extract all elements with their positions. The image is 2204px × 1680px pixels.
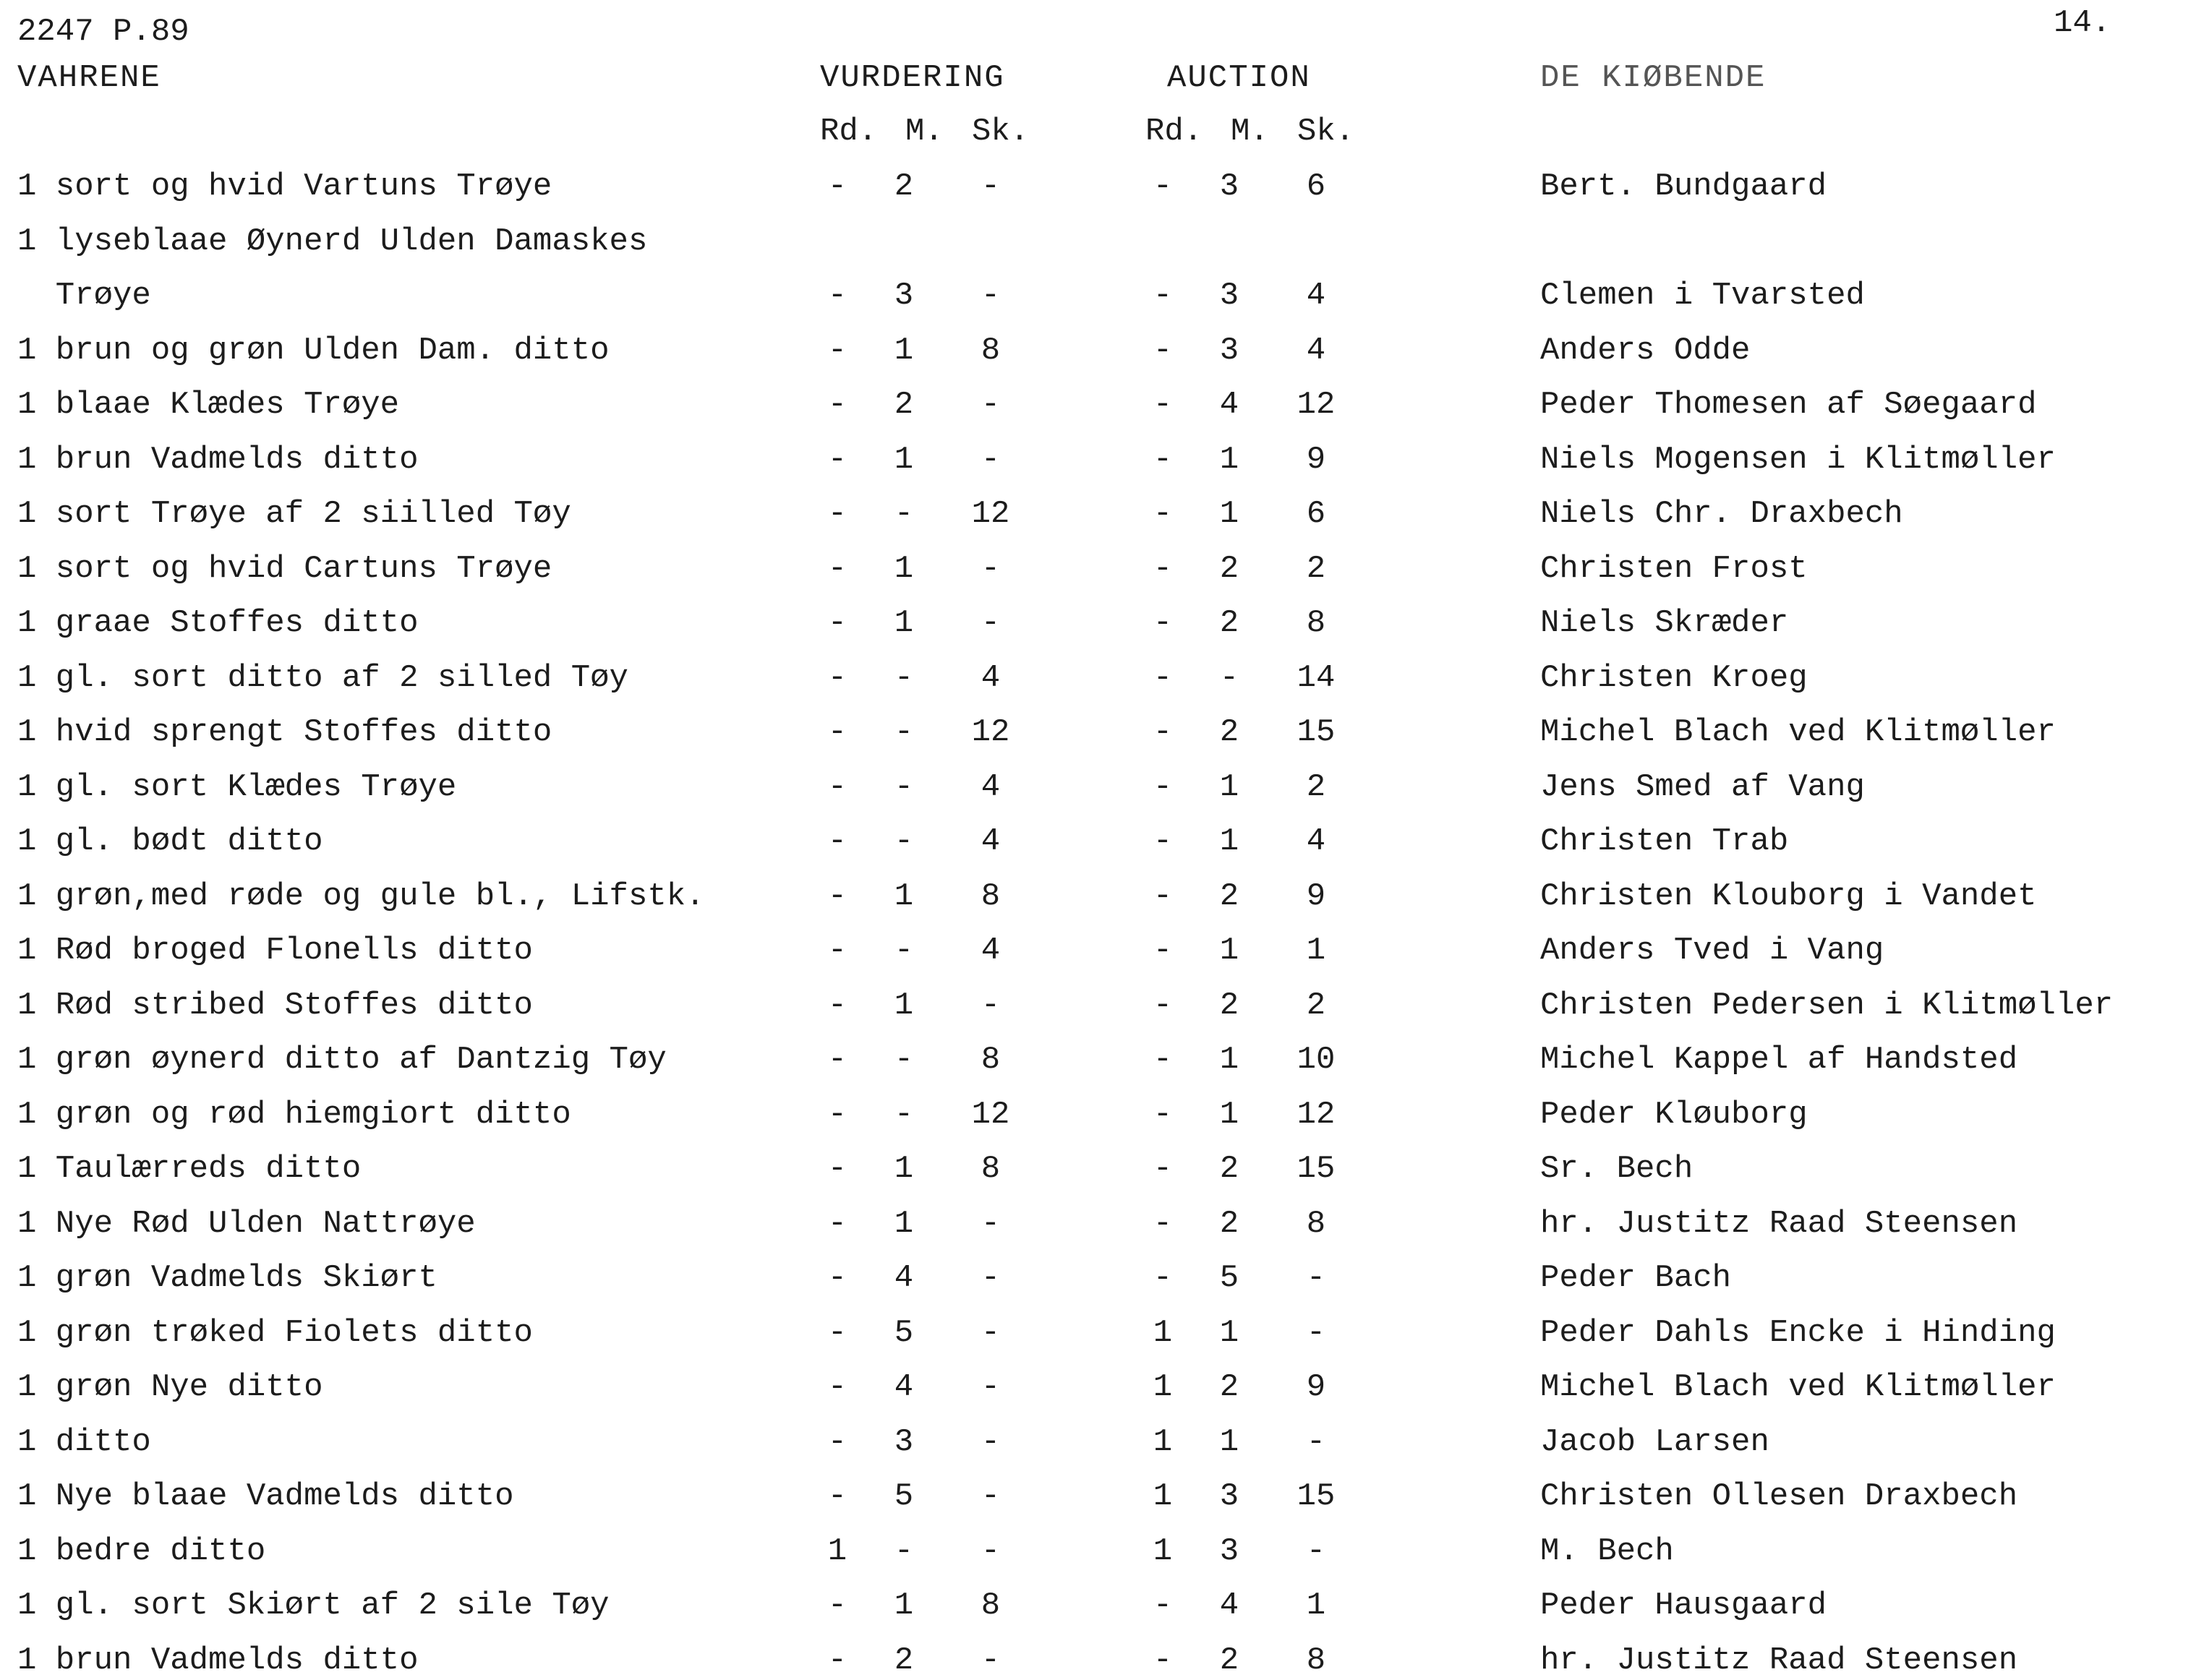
row-item: 1 blaae Klædes Trøye <box>17 387 400 423</box>
row-auction-m: 1 <box>1219 823 1239 860</box>
row-auction-m: 1 <box>1219 1042 1239 1078</box>
row-valuation-sk: - <box>981 1642 1001 1679</box>
row-item: 1 brun og grøn Ulden Dam. ditto <box>17 332 610 369</box>
row-auction-sk: 2 <box>1306 768 1326 805</box>
row-auction-sk: 12 <box>1297 1096 1336 1133</box>
row-auction-m: 2 <box>1219 1205 1239 1242</box>
row-auction-m: 3 <box>1219 332 1239 369</box>
row-auction-sk: 2 <box>1306 550 1326 587</box>
row-buyer: Jens Smed af Vang <box>1540 768 1865 805</box>
row-valuation-sk: 4 <box>981 933 1001 969</box>
auction-unit-rd: Rd. <box>1145 113 1203 150</box>
row-valuation-sk: 8 <box>981 1587 1001 1624</box>
row-item: 1 grøn,med røde og gule bl., Lifstk. <box>17 878 705 914</box>
row-auction-sk: 4 <box>1306 823 1326 860</box>
row-item: 1 grøn øynerd ditto af Dantzig Tøy <box>17 1042 667 1078</box>
row-item: 1 Nye blaae Vadmelds ditto <box>17 1478 514 1514</box>
row-valuation-sk: - <box>981 987 1001 1024</box>
row-valuation-sk: 12 <box>971 714 1010 750</box>
row-valuation-m: - <box>894 933 914 969</box>
row-valuation-sk: - <box>981 1205 1001 1242</box>
row-valuation-sk: - <box>981 1423 1001 1460</box>
row-buyer: Peder Kløuborg <box>1540 1096 1808 1133</box>
row-valuation-m: - <box>894 1042 914 1078</box>
header-auction: AUCTION <box>1167 60 1311 96</box>
row-buyer: Niels Skræder <box>1540 605 1789 641</box>
row-auction-m: 1 <box>1219 1096 1239 1133</box>
row-valuation-rd: - <box>827 1587 847 1624</box>
row-auction-rd: - <box>1153 659 1173 696</box>
auction-unit-m: M. <box>1231 113 1269 150</box>
row-buyer: Peder Hausgaard <box>1540 1587 1827 1624</box>
row-buyer: Christen Ollesen Draxbech <box>1540 1478 2018 1514</box>
row-buyer: Christen Klouborg i Vandet <box>1540 878 2037 914</box>
row-valuation-rd: - <box>827 878 847 914</box>
row-valuation-rd: - <box>827 1478 847 1514</box>
row-auction-rd: - <box>1153 278 1173 314</box>
row-auction-sk: 10 <box>1297 1042 1336 1078</box>
row-auction-m: 1 <box>1219 496 1239 532</box>
row-valuation-rd: - <box>827 933 847 969</box>
row-valuation-sk: 8 <box>981 1151 1001 1187</box>
row-auction-m: 2 <box>1219 550 1239 587</box>
row-auction-rd: 1 <box>1153 1369 1173 1405</box>
row-auction-rd: - <box>1153 768 1173 805</box>
row-auction-sk: 4 <box>1306 332 1326 369</box>
row-auction-m: 2 <box>1219 714 1239 750</box>
row-valuation-rd: - <box>827 1096 847 1133</box>
row-valuation-m: 1 <box>894 878 914 914</box>
row-auction-m: 1 <box>1219 1314 1239 1351</box>
row-valuation-rd: - <box>827 987 847 1024</box>
row-valuation-m: - <box>894 1533 914 1569</box>
row-valuation-rd: 1 <box>827 1533 847 1569</box>
row-auction-rd: - <box>1153 823 1173 860</box>
row-valuation-m: - <box>894 1096 914 1133</box>
header-goods: VAHRENE <box>17 60 161 96</box>
row-auction-rd: - <box>1153 1042 1173 1078</box>
row-item: 1 brun Vadmelds ditto <box>17 1642 419 1679</box>
row-auction-m: 3 <box>1219 168 1239 205</box>
row-item: 1 grøn Nye ditto <box>17 1369 323 1405</box>
row-auction-m: 2 <box>1219 1151 1239 1187</box>
row-auction-rd: - <box>1153 987 1173 1024</box>
row-auction-rd: - <box>1153 441 1173 478</box>
row-auction-sk: 1 <box>1306 933 1326 969</box>
row-valuation-sk: - <box>981 1314 1001 1351</box>
row-valuation-sk: - <box>981 605 1001 641</box>
row-valuation-rd: - <box>827 1260 847 1296</box>
row-valuation-sk: 8 <box>981 332 1001 369</box>
row-valuation-sk: 12 <box>971 496 1010 532</box>
row-buyer: Christen Pedersen i Klitmøller <box>1540 987 2114 1024</box>
row-auction-m: 3 <box>1219 1478 1239 1514</box>
row-item: 1 Nye Rød Ulden Nattrøye <box>17 1205 476 1242</box>
row-buyer: Bert. Bundgaard <box>1540 168 1827 205</box>
row-valuation-m: 1 <box>894 332 914 369</box>
row-auction-m: 2 <box>1219 987 1239 1024</box>
row-item: 1 hvid sprengt Stoffes ditto <box>17 714 552 750</box>
row-auction-rd: - <box>1153 496 1173 532</box>
valuation-unit-m: M. <box>905 113 944 150</box>
row-item: 1 gl. sort ditto af 2 silled Tøy <box>17 659 628 696</box>
row-buyer: Anders Tved i Vang <box>1540 933 1884 969</box>
row-auction-sk: 14 <box>1297 659 1336 696</box>
row-buyer: Niels Mogensen i Klitmøller <box>1540 441 2056 478</box>
row-item: 1 lyseblaae Øynerd Ulden Damaskes <box>17 223 648 260</box>
row-auction-sk: - <box>1306 1423 1326 1460</box>
row-valuation-m: 1 <box>894 605 914 641</box>
row-auction-rd: - <box>1153 878 1173 914</box>
row-valuation-sk: - <box>981 1478 1001 1514</box>
row-auction-m: 5 <box>1219 1260 1239 1296</box>
row-buyer: Clemen i Tvarsted <box>1540 278 1865 314</box>
row-item: 1 Taulærreds ditto <box>17 1151 362 1187</box>
row-auction-m: 2 <box>1219 1369 1239 1405</box>
row-valuation-m: 3 <box>894 1423 914 1460</box>
row-auction-sk: - <box>1306 1260 1326 1296</box>
row-item: 1 gl. sort Skiørt af 2 sile Tøy <box>17 1587 610 1624</box>
row-valuation-m: 1 <box>894 1205 914 1242</box>
row-valuation-rd: - <box>827 605 847 641</box>
row-buyer: Jacob Larsen <box>1540 1423 1769 1460</box>
row-auction-sk: 8 <box>1306 605 1326 641</box>
row-valuation-m: 1 <box>894 1151 914 1187</box>
row-valuation-rd: - <box>827 278 847 314</box>
row-valuation-m: - <box>894 659 914 696</box>
row-item: 1 grøn og rød hiemgiort ditto <box>17 1096 571 1133</box>
row-auction-sk: 6 <box>1306 496 1326 532</box>
row-buyer: hr. Justitz Raad Steensen <box>1540 1642 2018 1679</box>
row-auction-rd: 1 <box>1153 1314 1173 1351</box>
row-valuation-sk: 4 <box>981 768 1001 805</box>
row-auction-rd: - <box>1153 933 1173 969</box>
auction-unit-sk: Sk. <box>1297 113 1355 150</box>
row-valuation-rd: - <box>827 714 847 750</box>
row-valuation-sk: - <box>981 387 1001 423</box>
row-auction-rd: - <box>1153 1587 1173 1624</box>
row-valuation-rd: - <box>827 1369 847 1405</box>
row-item: 1 sort Trøye af 2 siilled Tøy <box>17 496 571 532</box>
row-auction-rd: - <box>1153 1096 1173 1133</box>
row-valuation-sk: 4 <box>981 823 1001 860</box>
row-valuation-sk: - <box>981 550 1001 587</box>
row-auction-rd: 1 <box>1153 1423 1173 1460</box>
row-item: 1 brun Vadmelds ditto <box>17 441 419 478</box>
row-valuation-rd: - <box>827 1205 847 1242</box>
row-buyer: Anders Odde <box>1540 332 1751 369</box>
row-valuation-m: - <box>894 496 914 532</box>
row-valuation-sk: - <box>981 441 1001 478</box>
row-valuation-m: - <box>894 768 914 805</box>
row-auction-rd: - <box>1153 1260 1173 1296</box>
row-auction-m: 1 <box>1219 441 1239 478</box>
row-valuation-rd: - <box>827 441 847 478</box>
row-item: 1 grøn trøked Fiolets ditto <box>17 1314 533 1351</box>
row-auction-rd: - <box>1153 1205 1173 1242</box>
row-auction-rd: - <box>1153 168 1173 205</box>
row-valuation-sk: 8 <box>981 1042 1001 1078</box>
row-auction-sk: 12 <box>1297 387 1336 423</box>
row-auction-sk: 4 <box>1306 278 1326 314</box>
row-auction-m: 3 <box>1219 1533 1239 1569</box>
row-valuation-rd: - <box>827 1314 847 1351</box>
row-valuation-sk: - <box>981 168 1001 205</box>
row-buyer: hr. Justitz Raad Steensen <box>1540 1205 2018 1242</box>
row-valuation-rd: - <box>827 496 847 532</box>
row-item: Trøye <box>17 278 151 314</box>
valuation-unit-rd: Rd. <box>820 113 878 150</box>
row-auction-sk: 15 <box>1297 714 1336 750</box>
row-auction-rd: - <box>1153 332 1173 369</box>
row-valuation-rd: - <box>827 768 847 805</box>
row-valuation-m: 2 <box>894 387 914 423</box>
row-auction-rd: - <box>1153 605 1173 641</box>
row-auction-sk: 9 <box>1306 878 1326 914</box>
row-auction-m: 4 <box>1219 387 1239 423</box>
row-auction-m: 1 <box>1219 768 1239 805</box>
row-auction-sk: 15 <box>1297 1478 1336 1514</box>
page-number: 14. <box>2054 5 2111 41</box>
row-valuation-m: 3 <box>894 278 914 314</box>
row-auction-rd: - <box>1153 550 1173 587</box>
row-buyer: Sr. Bech <box>1540 1151 1693 1187</box>
row-auction-rd: - <box>1153 1642 1173 1679</box>
row-buyer: Michel Kappel af Handsted <box>1540 1042 2018 1078</box>
row-valuation-m: 4 <box>894 1260 914 1296</box>
row-valuation-sk: 8 <box>981 878 1001 914</box>
row-buyer: Peder Thomesen af Søegaard <box>1540 387 2037 423</box>
row-auction-m: 1 <box>1219 933 1239 969</box>
row-buyer: Peder Dahls Encke i Hinding <box>1540 1314 2056 1351</box>
row-valuation-rd: - <box>827 332 847 369</box>
row-item: 1 sort og hvid Cartuns Trøye <box>17 550 552 587</box>
row-valuation-sk: - <box>981 1260 1001 1296</box>
header-buyers: DE KIØBENDE <box>1540 60 1767 96</box>
row-buyer: Niels Chr. Draxbech <box>1540 496 1903 532</box>
row-auction-sk: 2 <box>1306 987 1326 1024</box>
row-valuation-rd: - <box>827 168 847 205</box>
row-buyer: Michel Blach ved Klitmøller <box>1540 714 2056 750</box>
row-buyer: Peder Bach <box>1540 1260 1732 1296</box>
row-auction-m: 2 <box>1219 605 1239 641</box>
row-item: 1 Rød broged Flonells ditto <box>17 933 533 969</box>
row-valuation-rd: - <box>827 823 847 860</box>
row-buyer: Christen Trab <box>1540 823 1789 860</box>
row-auction-rd: - <box>1153 387 1173 423</box>
row-valuation-rd: - <box>827 1423 847 1460</box>
row-buyer: M. Bech <box>1540 1533 1674 1569</box>
row-valuation-m: - <box>894 714 914 750</box>
row-valuation-rd: - <box>827 659 847 696</box>
row-auction-m: 2 <box>1219 1642 1239 1679</box>
row-valuation-m: 2 <box>894 168 914 205</box>
row-valuation-rd: - <box>827 1642 847 1679</box>
row-item: 1 Rød stribed Stoffes ditto <box>17 987 533 1024</box>
row-valuation-m: - <box>894 823 914 860</box>
row-auction-m: 3 <box>1219 278 1239 314</box>
row-valuation-m: 5 <box>894 1314 914 1351</box>
row-auction-sk: - <box>1306 1533 1326 1569</box>
row-item: 1 graae Stoffes ditto <box>17 605 419 641</box>
row-auction-sk: 8 <box>1306 1205 1326 1242</box>
row-auction-sk: 9 <box>1306 441 1326 478</box>
row-auction-m: - <box>1219 659 1239 696</box>
row-auction-sk: 15 <box>1297 1151 1336 1187</box>
row-auction-rd: - <box>1153 1151 1173 1187</box>
row-auction-rd: 1 <box>1153 1478 1173 1514</box>
row-valuation-sk: 4 <box>981 659 1001 696</box>
row-valuation-m: 1 <box>894 987 914 1024</box>
row-auction-m: 1 <box>1219 1423 1239 1460</box>
row-valuation-m: 5 <box>894 1478 914 1514</box>
row-auction-m: 2 <box>1219 878 1239 914</box>
row-buyer: Christen Kroeg <box>1540 659 1808 696</box>
row-auction-rd: - <box>1153 714 1173 750</box>
row-valuation-m: 1 <box>894 1587 914 1624</box>
row-valuation-rd: - <box>827 387 847 423</box>
row-valuation-m: 4 <box>894 1369 914 1405</box>
row-valuation-m: 2 <box>894 1642 914 1679</box>
row-item: 1 bedre ditto <box>17 1533 266 1569</box>
row-valuation-m: 1 <box>894 550 914 587</box>
row-item: 1 grøn Vadmelds Skiørt <box>17 1260 437 1296</box>
row-auction-sk: 6 <box>1306 168 1326 205</box>
row-valuation-rd: - <box>827 1151 847 1187</box>
row-item: 1 ditto <box>17 1423 151 1460</box>
row-auction-sk: 9 <box>1306 1369 1326 1405</box>
header-valuation: VURDERING <box>820 60 1005 96</box>
row-valuation-rd: - <box>827 550 847 587</box>
row-valuation-sk: 12 <box>971 1096 1010 1133</box>
row-auction-rd: 1 <box>1153 1533 1173 1569</box>
page-reference: 2247 P.89 <box>17 14 189 50</box>
row-valuation-sk: - <box>981 1369 1001 1405</box>
row-buyer: Michel Blach ved Klitmøller <box>1540 1369 2056 1405</box>
row-auction-m: 4 <box>1219 1587 1239 1624</box>
row-auction-sk: 8 <box>1306 1642 1326 1679</box>
row-valuation-sk: - <box>981 278 1001 314</box>
row-auction-sk: - <box>1306 1314 1326 1351</box>
row-valuation-rd: - <box>827 1042 847 1078</box>
row-item: 1 gl. bødt ditto <box>17 823 323 860</box>
row-item: 1 sort og hvid Vartuns Trøye <box>17 168 552 205</box>
row-buyer: Christen Frost <box>1540 550 1808 587</box>
row-auction-sk: 1 <box>1306 1587 1326 1624</box>
valuation-unit-sk: Sk. <box>972 113 1030 150</box>
row-valuation-m: 1 <box>894 441 914 478</box>
row-item: 1 gl. sort Klædes Trøye <box>17 768 457 805</box>
row-valuation-sk: - <box>981 1533 1001 1569</box>
